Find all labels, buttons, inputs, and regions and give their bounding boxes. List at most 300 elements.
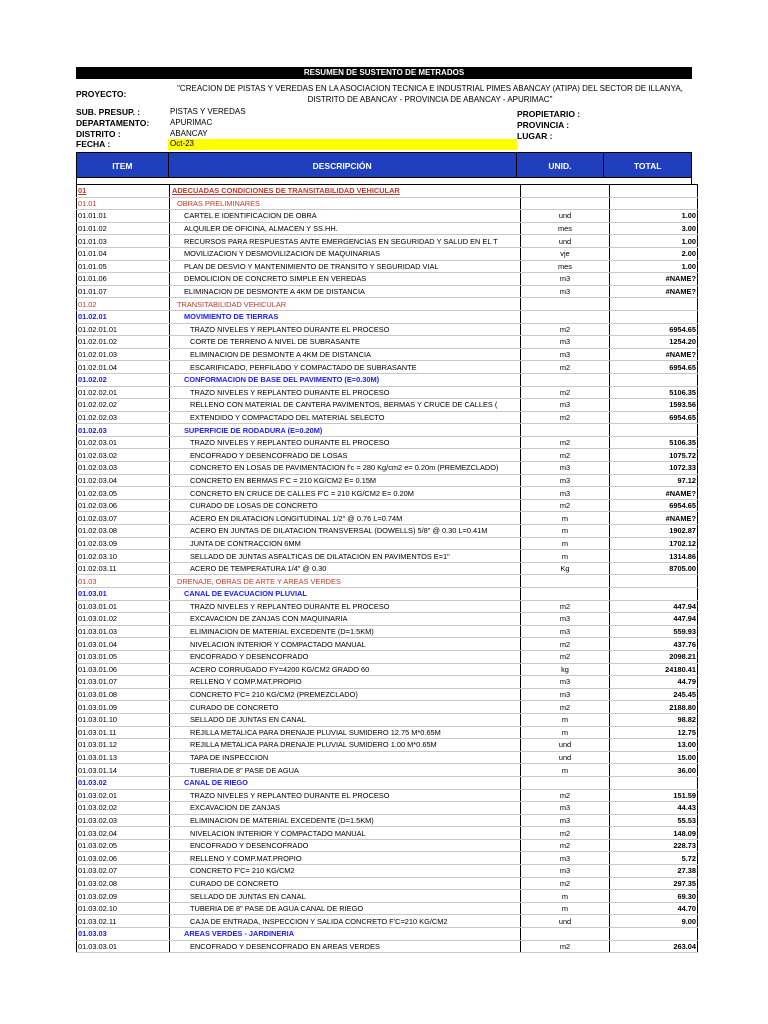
project-header: [76, 79, 692, 152]
cell-desc: CANAL DE RIEGO: [170, 776, 521, 789]
cell-unid: m3: [521, 865, 610, 878]
table-row: [77, 789, 698, 802]
cell-desc: NIVELACION INTERIOR Y COMPACTADO MANUAL: [170, 827, 521, 840]
cell-total: 5106.35: [610, 386, 698, 399]
cell-desc: CORTE DE TERRENO A NIVEL DE SUBRASANTE: [170, 336, 521, 349]
cell-item: 01.03.01: [77, 588, 170, 601]
table-row: [77, 222, 698, 235]
table-row: [77, 399, 698, 412]
table-row: [77, 323, 698, 336]
cell-total: 1902.87: [610, 525, 698, 538]
cell-item: 01.03.02.11: [77, 915, 170, 928]
cell-desc: TUBERIA DE 8" PASE DE AGUA CANAL DE RIEGO: [170, 902, 521, 915]
fecha-label: FECHA :: [76, 139, 111, 149]
cell-unid: m3: [521, 487, 610, 500]
cell-desc: TRANSITABILIDAD VEHICULAR: [170, 298, 521, 311]
cell-unid: m3: [521, 814, 610, 827]
cell-unid: m2: [521, 638, 610, 651]
cell-desc: SELLADO DE JUNTAS EN CANAL: [170, 890, 521, 903]
cell-total: #NAME?: [610, 285, 698, 298]
cell-total: 447.94: [610, 600, 698, 613]
cell-unid: m3: [521, 625, 610, 638]
cell-unid: m3: [521, 802, 610, 815]
table-row: [77, 625, 698, 638]
cell-unid: m2: [521, 839, 610, 852]
cell-desc: TRAZO NIVELES Y REPLANTEO DURANTE EL PROCESO: [170, 386, 521, 399]
cell-total: 6954.65: [610, 411, 698, 424]
cell-total: 97.12: [610, 474, 698, 487]
cell-total: 5.72: [610, 852, 698, 865]
cell-unid: m: [521, 537, 610, 550]
cell-total: 2188.80: [610, 701, 698, 714]
table-row: [77, 814, 698, 827]
cell-unid: m3: [521, 273, 610, 286]
cell-total: [610, 575, 698, 588]
cell-item: 01.03.01.13: [77, 751, 170, 764]
cell-item: 01.03.01.02: [77, 613, 170, 626]
cell-item: 01.03.02.01: [77, 789, 170, 802]
cell-total: 6954.65: [610, 361, 698, 374]
table-row: [77, 638, 698, 651]
table-row: [77, 827, 698, 840]
cell-item: 01.03.01.05: [77, 650, 170, 663]
cell-item: 01: [77, 185, 170, 198]
cell-item: 01.02.03.07: [77, 512, 170, 525]
cell-item: 01.01.05: [77, 260, 170, 273]
cell-item: 01.03.02.07: [77, 865, 170, 878]
cell-item: 01.02.01: [77, 310, 170, 323]
cell-unid: m3: [521, 613, 610, 626]
cell-total: 297.35: [610, 877, 698, 890]
cell-unid: m: [521, 525, 610, 538]
cell-desc: OBRAS PRELIMINARES: [170, 197, 521, 210]
cell-unid: und: [521, 915, 610, 928]
cell-desc: EXCAVACION DE ZANJAS: [170, 802, 521, 815]
cell-desc: TRAZO NIVELES Y REPLANTEO DURANTE EL PROCESO: [170, 789, 521, 802]
cell-item: 01.03.02.03: [77, 814, 170, 827]
section-row: [77, 928, 698, 941]
cell-total: 36.00: [610, 764, 698, 777]
table-row: [77, 512, 698, 525]
cell-total: #NAME?: [610, 273, 698, 286]
cell-desc: TAPA DE INSPECCION: [170, 751, 521, 764]
cell-unid: [521, 928, 610, 941]
cell-desc: CONCRETO EN LOSAS DE PAVIMENTACION f'c = 280 Kg/cm2 e= 0.20m (PREMEZCLADO): [170, 462, 521, 475]
cell-item: 01.03.02.10: [77, 902, 170, 915]
cell-unid: mes: [521, 260, 610, 273]
proyecto-value: [172, 83, 688, 105]
cell-total: [610, 588, 698, 601]
cell-item: 01.01.06: [77, 273, 170, 286]
cell-desc: CURADO DE LOSAS DE CONCRETO: [170, 499, 521, 512]
cell-item: 01.02.02: [77, 373, 170, 386]
cell-item: 01.01.04: [77, 247, 170, 260]
table-row: [77, 839, 698, 852]
cell-total: 5106.35: [610, 436, 698, 449]
table-row: [77, 499, 698, 512]
cell-unid: vje: [521, 247, 610, 260]
cell-total: 1593.56: [610, 399, 698, 412]
table-row: [77, 562, 698, 575]
cell-item: 01.03.02.08: [77, 877, 170, 890]
cell-item: 01.03.02.02: [77, 802, 170, 815]
table-row: [77, 487, 698, 500]
cell-total: [610, 373, 698, 386]
table-row: [77, 247, 698, 260]
cell-unid: m2: [521, 650, 610, 663]
cell-unid: m2: [521, 877, 610, 890]
cell-item: 01.03.01.04: [77, 638, 170, 651]
cell-total: [610, 310, 698, 323]
cell-unid: m3: [521, 676, 610, 689]
cell-unid: m2: [521, 449, 610, 462]
cell-desc: ELIMINACION DE MATERIAL EXCEDENTE (D=1.5KM): [170, 625, 521, 638]
cell-desc: EXTENDIDO Y COMPACTADO DEL MATERIAL SELECTO: [170, 411, 521, 424]
propietario-label: PROPIETARIO :: [517, 109, 581, 119]
cell-unid: m2: [521, 411, 610, 424]
cell-total: 148.09: [610, 827, 698, 840]
cell-unid: m: [521, 726, 610, 739]
section-row: [77, 310, 698, 323]
cell-desc: ALQUILER DE OFICINA, ALMACEN Y SS.HH.: [170, 222, 521, 235]
table-row: [77, 915, 698, 928]
cell-desc: EXCAVACION DE ZANJAS CON MAQUINARIA: [170, 613, 521, 626]
cell-item: 01.02.01.04: [77, 361, 170, 374]
cell-desc: CONFORMACION DE BASE DEL PAVIMENTO (E=0.30M): [170, 373, 521, 386]
cell-unid: [521, 776, 610, 789]
table-row: [77, 802, 698, 815]
cell-item: 01.01.01: [77, 210, 170, 223]
table-row: [77, 890, 698, 903]
table-row: [77, 361, 698, 374]
cell-unid: [521, 185, 610, 198]
cell-unid: m3: [521, 462, 610, 475]
table-row: [77, 865, 698, 878]
cell-item: 01.01.02: [77, 222, 170, 235]
cell-unid: und: [521, 235, 610, 248]
cell-desc: ACERO DE TEMPERATURA 1/4" @ 0.30: [170, 562, 521, 575]
table-row: [77, 613, 698, 626]
metrados-sheet: [76, 67, 696, 953]
cell-item: 01.03.01.01: [77, 600, 170, 613]
table-row: [77, 260, 698, 273]
cell-item: 01.03.01.12: [77, 739, 170, 752]
cell-total: 1.00: [610, 210, 698, 223]
cell-item: 01.02.03.04: [77, 474, 170, 487]
table-row: [77, 600, 698, 613]
table-row: [77, 462, 698, 475]
table-row: [77, 336, 698, 349]
cell-item: 01.03.02.06: [77, 852, 170, 865]
cell-item: 01.02.02.02: [77, 399, 170, 412]
cell-total: 55.53: [610, 814, 698, 827]
cell-total: 98.82: [610, 713, 698, 726]
metrados-table: [76, 184, 698, 953]
cell-unid: m2: [521, 323, 610, 336]
cell-desc: ENCOFRADO Y DESENCOFRADO EN AREAS VERDES: [170, 940, 521, 953]
cell-total: 245.45: [610, 688, 698, 701]
cell-total: 44.70: [610, 902, 698, 915]
cell-item: 01.03.03: [77, 928, 170, 941]
distrito-value: ABANCAY: [170, 129, 208, 138]
cell-total: 44.43: [610, 802, 698, 815]
cell-desc: TUBERIA DE 8" PASE DE AGUA: [170, 764, 521, 777]
cell-total: 1702.12: [610, 537, 698, 550]
cell-item: 01.03.02.09: [77, 890, 170, 903]
cell-unid: m2: [521, 600, 610, 613]
table-row: [77, 739, 698, 752]
section-row: [77, 424, 698, 437]
cell-total: 6954.65: [610, 323, 698, 336]
table-row: [77, 449, 698, 462]
cell-unid: m2: [521, 940, 610, 953]
metrados-table-body: [77, 185, 698, 953]
cell-item: 01.02.03.03: [77, 462, 170, 475]
cell-item: 01.03.01.14: [77, 764, 170, 777]
table-row: [77, 525, 698, 538]
cell-unid: und: [521, 739, 610, 752]
table-row: [77, 676, 698, 689]
cell-desc: DEMOLICION DE CONCRETO SIMPLE EN VEREDAS: [170, 273, 521, 286]
table-row: [77, 940, 698, 953]
cell-desc: ELIMINACION DE MATERIAL EXCEDENTE (D=1.5KM): [170, 814, 521, 827]
cell-desc: ACERO EN DILATACION LONGITUDINAL 1/2" @ 0.76 L=0.74M: [170, 512, 521, 525]
cell-unid: Kg: [521, 562, 610, 575]
cell-total: [610, 928, 698, 941]
table-row: [77, 285, 698, 298]
cell-total: 263.04: [610, 940, 698, 953]
cell-desc: ENCOFRADO Y DESENCOFRADO: [170, 650, 521, 663]
section-row: [77, 776, 698, 789]
proyecto-label: PROYECTO:: [76, 89, 127, 99]
table-row: [77, 688, 698, 701]
cell-item: 01.02.03.05: [77, 487, 170, 500]
cell-unid: m3: [521, 852, 610, 865]
cell-item: 01.02.03.06: [77, 499, 170, 512]
table-row: [77, 436, 698, 449]
cell-desc: SELLADO DE JUNTAS ASFALTICAS DE DILATACION EN PAVIMENTOS E=1": [170, 550, 521, 563]
cell-desc: TRAZO NIVELES Y REPLANTEO DURANTE EL PROCESO: [170, 600, 521, 613]
proyecto-line-2: DISTRITO DE ABANCAY - PROVINCIA DE ABANCAY - APURIMAC": [307, 95, 553, 104]
cell-unid: und: [521, 210, 610, 223]
cell-unid: [521, 310, 610, 323]
table-row: [77, 411, 698, 424]
cell-item: 01.03.01.09: [77, 701, 170, 714]
table-row: [77, 650, 698, 663]
cell-desc: ENCOFRADO Y DESENCOFRADO: [170, 839, 521, 852]
cell-total: 13.00: [610, 739, 698, 752]
cell-item: 01.02.01.02: [77, 336, 170, 349]
cell-total: #NAME?: [610, 348, 698, 361]
cell-desc: ESCARIFICADO, PERFILADO Y COMPACTADO DE SUBRASANTE: [170, 361, 521, 374]
cell-desc: ENCOFRADO Y DESENCOFRADO DE LOSAS: [170, 449, 521, 462]
cell-desc: CONCRETO F'C= 210 KG/CM2: [170, 865, 521, 878]
cell-item: 01.02: [77, 298, 170, 311]
cell-total: 151.59: [610, 789, 698, 802]
cell-total: 559.93: [610, 625, 698, 638]
cell-unid: m3: [521, 348, 610, 361]
cell-total: 437.76: [610, 638, 698, 651]
proyecto-line-1: "CREACION DE PISTAS Y VEREDAS EN LA ASOCIACION TECNICA E INDUSTRIAL PIMES ABANCAY (ATIPA) DEL SECTOR DE ILLANYA,: [177, 84, 683, 93]
cell-item: 01.02.03.02: [77, 449, 170, 462]
table-row: [77, 273, 698, 286]
cell-total: 27.38: [610, 865, 698, 878]
cell-desc: MOVILIZACION Y DESMOVILIZACION DE MAQUINARIAS: [170, 247, 521, 260]
column-header-descripcion: DESCRIPCIÓN: [169, 153, 517, 177]
cell-desc: CONCRETO EN CRUCE DE CALLES F'C = 210 KG/CM2 E= 0.20M: [170, 487, 521, 500]
table-row: [77, 701, 698, 714]
cell-desc: PLAN DE DESVIO Y MANTENIMIENTO DE TRANSITO Y SEGURIDAD VIAL: [170, 260, 521, 273]
cell-item: 01.02.01.01: [77, 323, 170, 336]
cell-item: 01.02.03: [77, 424, 170, 437]
cell-desc: ELIMINACION DE DESMONTE A 4KM DE DISTANCIA: [170, 348, 521, 361]
section-row: [77, 185, 698, 198]
cell-item: 01.03.02.04: [77, 827, 170, 840]
cell-unid: [521, 298, 610, 311]
cell-total: #NAME?: [610, 512, 698, 525]
cell-item: 01.02.02.03: [77, 411, 170, 424]
cell-total: 69.30: [610, 890, 698, 903]
cell-unid: [521, 424, 610, 437]
lugar-label: LUGAR :: [517, 131, 553, 141]
cell-unid: m3: [521, 474, 610, 487]
cell-total: 2.00: [610, 247, 698, 260]
cell-item: 01.03.01.06: [77, 663, 170, 676]
cell-desc: RELLENO Y COMP.MAT.PROPIO: [170, 676, 521, 689]
cell-unid: m3: [521, 285, 610, 298]
cell-total: 9.00: [610, 915, 698, 928]
column-header-item: ITEM: [77, 153, 169, 177]
cell-total: 1075.72: [610, 449, 698, 462]
column-header-unid: UNID.: [517, 153, 605, 177]
cell-desc: CURADO DE CONCRETO: [170, 701, 521, 714]
cell-unid: [521, 575, 610, 588]
cell-unid: m2: [521, 436, 610, 449]
cell-unid: [521, 373, 610, 386]
cell-unid: mes: [521, 222, 610, 235]
column-header-total: TOTAL: [633, 161, 662, 171]
section-row: [77, 373, 698, 386]
table-row: [77, 713, 698, 726]
cell-desc: CAJA DE ENTRADA, INSPECCION Y SALIDA CONCRETO F'C=210 KG/CM2: [170, 915, 521, 928]
cell-item: 01.02.03.01: [77, 436, 170, 449]
section-row: [77, 197, 698, 210]
cell-desc: CANAL DE EVACUACION PLUVIAL: [170, 588, 521, 601]
table-row: [77, 726, 698, 739]
cell-desc: TRAZO NIVELES Y REPLANTEO DURANTE EL PROCESO: [170, 436, 521, 449]
cell-total: 447.94: [610, 613, 698, 626]
cell-unid: m: [521, 764, 610, 777]
cell-total: 1072.33: [610, 462, 698, 475]
cell-unid: m2: [521, 789, 610, 802]
cell-total: 1.00: [610, 260, 698, 273]
cell-unid: m2: [521, 827, 610, 840]
cell-total: 228.73: [610, 839, 698, 852]
section-row: [77, 298, 698, 311]
fecha-highlight: [168, 139, 517, 150]
cell-total: 15.00: [610, 751, 698, 764]
table-row: [77, 386, 698, 399]
cell-desc: ACERO EN JUNTAS DE DILATACION TRANSVERSAL (DOWELLS) 5/8" @ 0.30 L=0.41M: [170, 525, 521, 538]
cell-unid: m2: [521, 701, 610, 714]
cell-desc: RELLENO Y COMP.MAT.PROPIO: [170, 852, 521, 865]
table-row: [77, 663, 698, 676]
column-header-row: [76, 152, 692, 178]
fecha-value: Oct-23: [170, 139, 195, 148]
cell-unid: [521, 197, 610, 210]
cell-unid: und: [521, 751, 610, 764]
cell-desc: ACERO CORRUGADO FY=4200 KG/CM2 GRADO 60: [170, 663, 521, 676]
cell-total: 2098.21: [610, 650, 698, 663]
departamento-label: DEPARTAMENTO:: [76, 118, 150, 128]
cell-desc: RELLENO CON MATERIAL DE CANTERA PAVIMENTOS, BERMAS Y CRUCE DE CALLES (: [170, 399, 521, 412]
cell-total: 6954.65: [610, 499, 698, 512]
cell-total: [610, 298, 698, 311]
cell-item: 01.02.03.08: [77, 525, 170, 538]
table-row: [77, 902, 698, 915]
cell-item: 01.02.03.10: [77, 550, 170, 563]
distrito-label: DISTRITO :: [76, 129, 121, 139]
cell-desc: JUNTA DE CONTRACCION 6MM: [170, 537, 521, 550]
cell-item: 01.02.03.09: [77, 537, 170, 550]
departamento-value: APURIMAC: [170, 118, 213, 127]
cell-desc: CONCRETO F'C= 210 KG/CM2 (PREMEZCLADO): [170, 688, 521, 701]
cell-desc: REJILLA METALICA PARA DRENAJE PLUVIAL SUMIDERO 1.00 M*0.65M: [170, 739, 521, 752]
cell-item: 01.01.03: [77, 235, 170, 248]
cell-item: 01.03.01.10: [77, 713, 170, 726]
cell-total: [610, 424, 698, 437]
cell-item: 01.01: [77, 197, 170, 210]
cell-unid: m2: [521, 499, 610, 512]
cell-total: 3.00: [610, 222, 698, 235]
cell-unid: m3: [521, 336, 610, 349]
cell-unid: m2: [521, 386, 610, 399]
cell-total: [610, 776, 698, 789]
table-row: [77, 537, 698, 550]
cell-desc: MOVIMIENTO DE TIERRAS: [170, 310, 521, 323]
cell-total: #NAME?: [610, 487, 698, 500]
cell-total: 44.79: [610, 676, 698, 689]
cell-item: 01.03.03.01: [77, 940, 170, 953]
cell-total: 1254.20: [610, 336, 698, 349]
cell-desc: CONCRETO EN BERMAS F'C = 210 KG/CM2 E= 0.15M: [170, 474, 521, 487]
table-row: [77, 210, 698, 223]
cell-unid: m3: [521, 688, 610, 701]
table-row: [77, 348, 698, 361]
cell-desc: ADECUADAS CONDICIONES DE TRANSITABILIDAD VEHICULAR: [170, 185, 521, 198]
cell-desc: TRAZO NIVELES Y REPLANTEO DURANTE EL PROCESO: [170, 323, 521, 336]
cell-unid: [521, 588, 610, 601]
cell-unid: m: [521, 890, 610, 903]
cell-desc: DRENAJE, OBRAS DE ARTE Y AREAS VERDES: [170, 575, 521, 588]
cell-item: 01.03.02: [77, 776, 170, 789]
cell-unid: m: [521, 512, 610, 525]
cell-desc: RECURSOS PARA RESPUESTAS ANTE EMERGENCIAS EN SEGURIDAD Y SALUD EN EL T: [170, 235, 521, 248]
cell-total: 24180.41: [610, 663, 698, 676]
cell-total: 8705.00: [610, 562, 698, 575]
table-row: [77, 474, 698, 487]
cell-desc: NIVELACION INTERIOR Y COMPACTADO MANUAL: [170, 638, 521, 651]
provincia-label: PROVINCIA :: [517, 120, 570, 130]
cell-total: [610, 197, 698, 210]
cell-item: 01.03.01.07: [77, 676, 170, 689]
cell-unid: m: [521, 713, 610, 726]
cell-desc: ELIMINACION DE DESMONTE A 4KM DE DISTANCIA: [170, 285, 521, 298]
cell-unid: m3: [521, 399, 610, 412]
cell-unid: m: [521, 550, 610, 563]
table-row: [77, 550, 698, 563]
cell-desc: REJILLA METALICA PARA DRENAJE PLUVIAL SUMIDERO 12.75 M*0.65M: [170, 726, 521, 739]
